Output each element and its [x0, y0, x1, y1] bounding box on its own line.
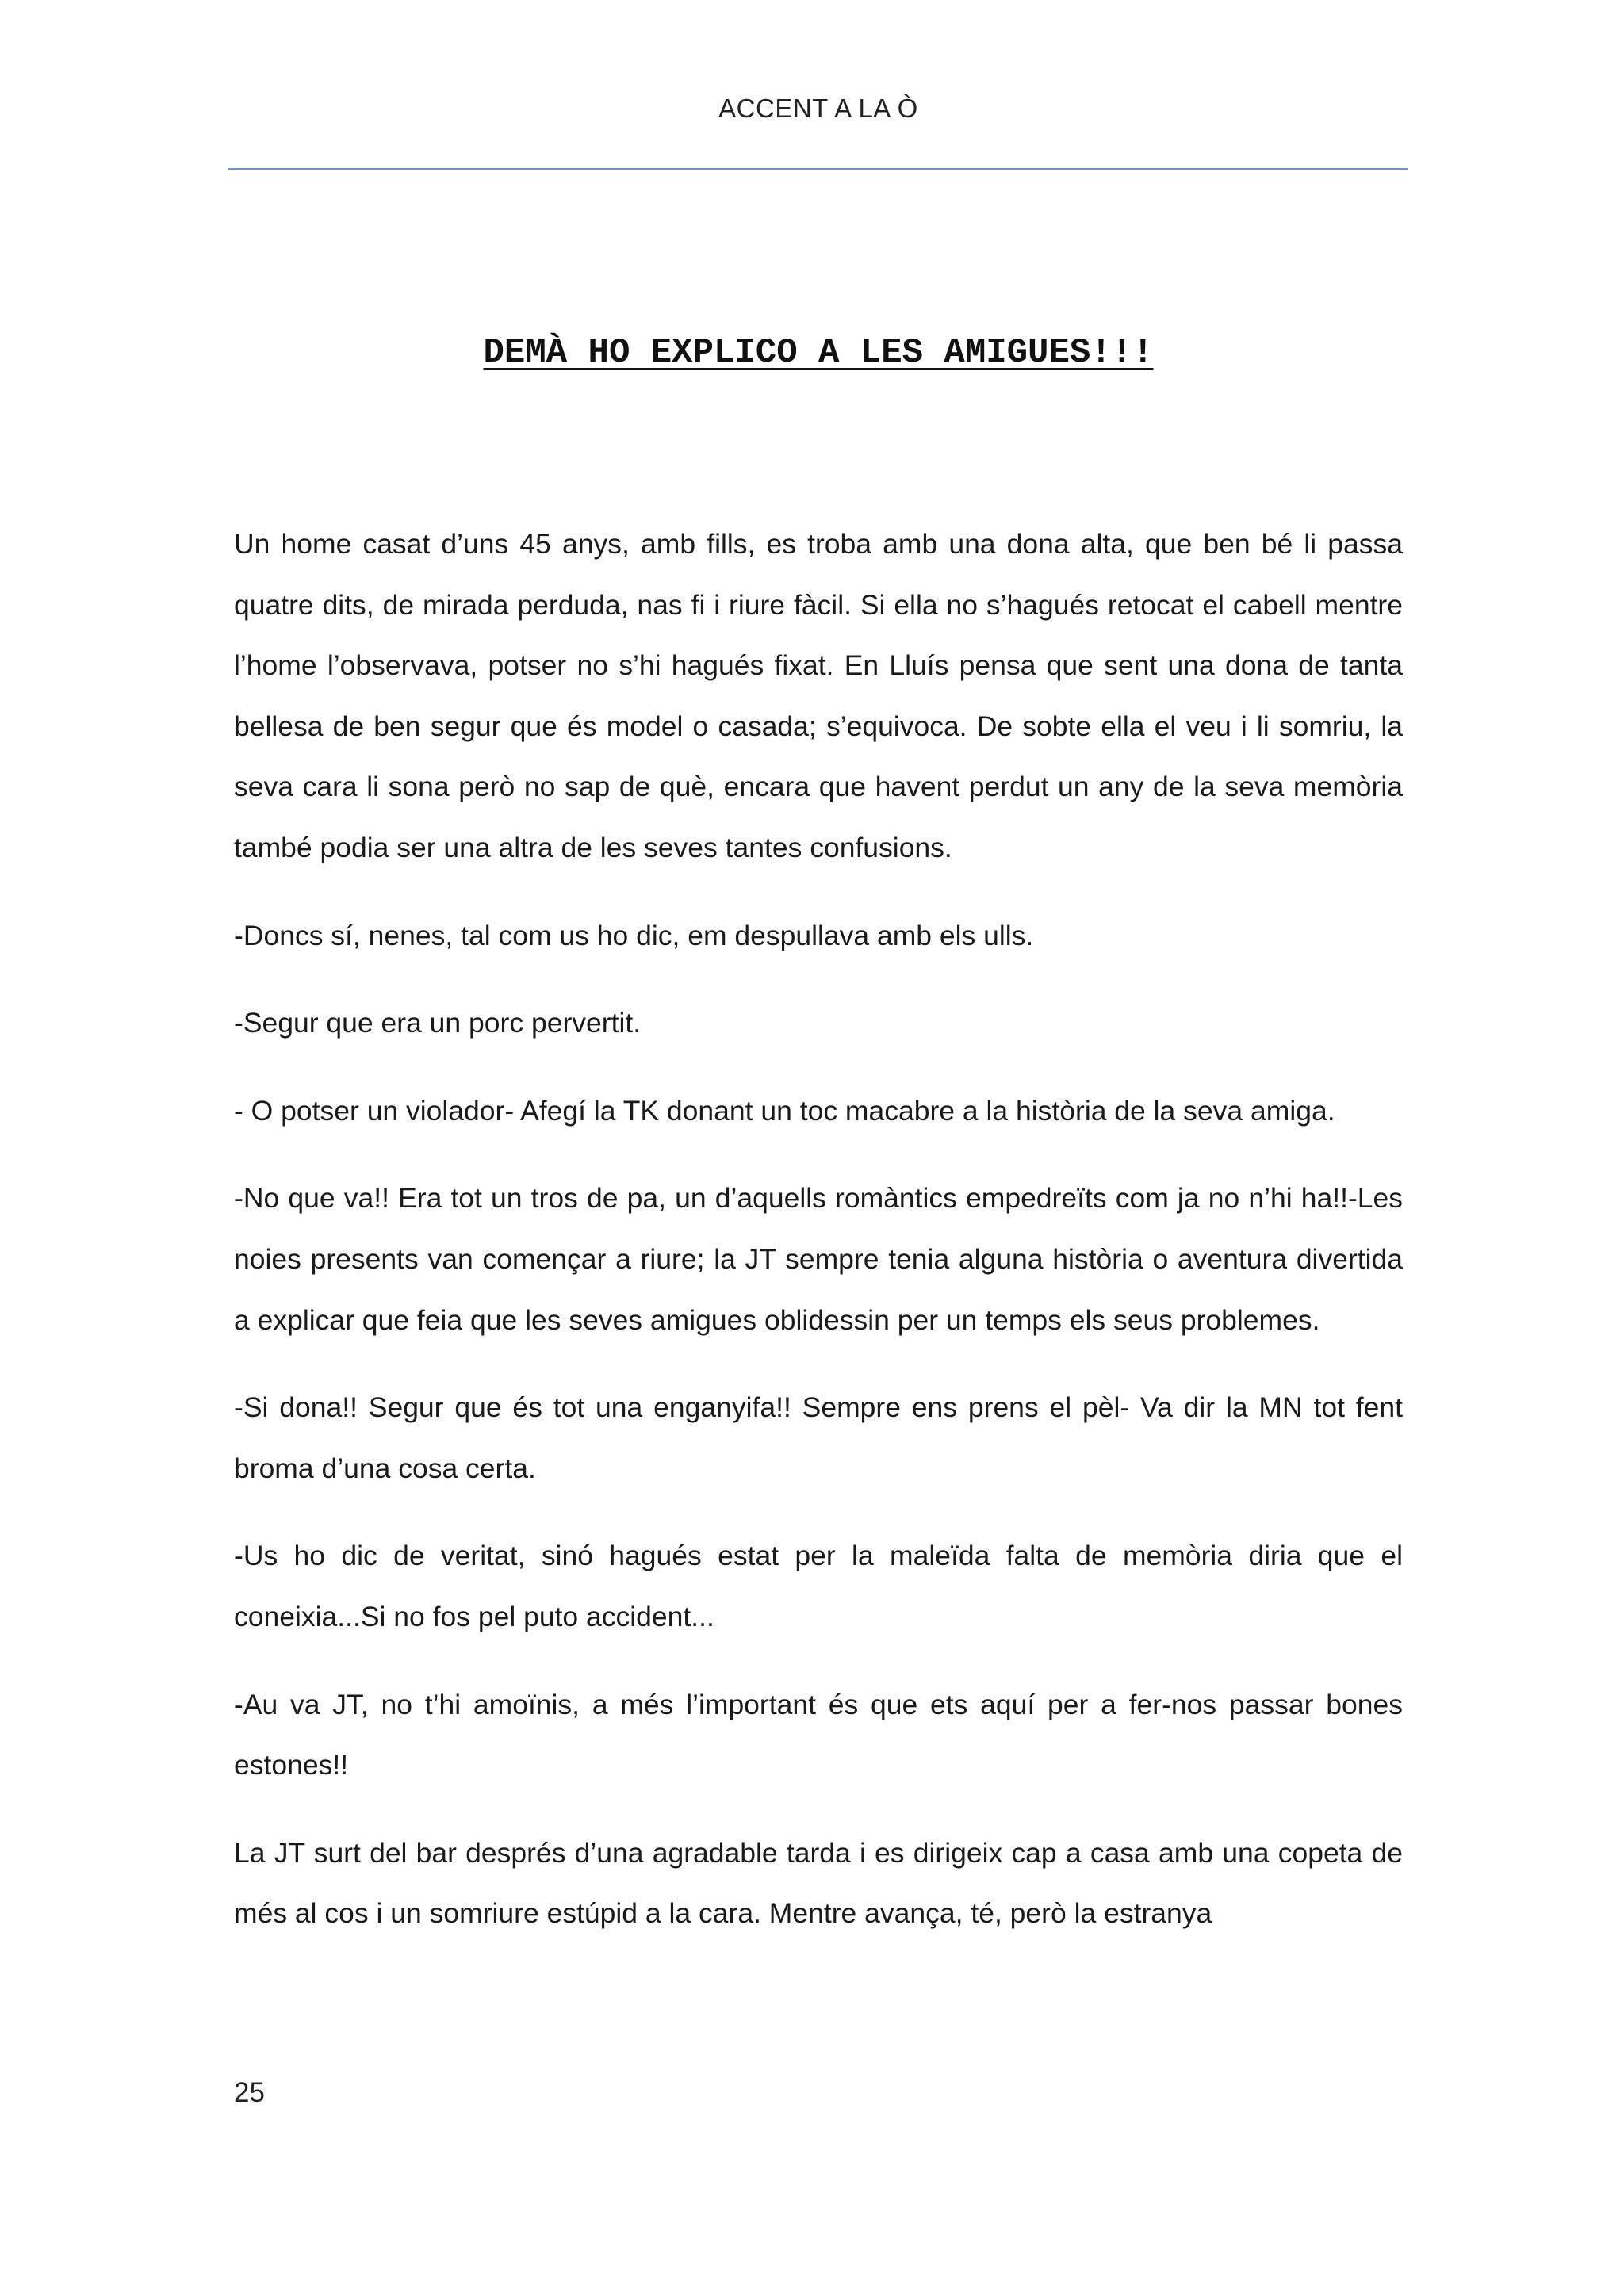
paragraph: -No que va!! Era tot un tros de pa, un d’aquells romàntics empedreïts com ja no n’hi ha!!-Les noies presents van començar a riure; la JT sempre tenia alguna història o aventura divertida a explicar que feia que les seves amigues oblidessin per un temps els seus problemes.	[234, 1182, 1403, 1336]
running-header: ACCENT A LA Ò	[718, 94, 918, 123]
paragraph: -Doncs sí, nenes, tal com us ho dic, em despullava amb els ulls.	[234, 919, 1034, 951]
header-divider	[228, 168, 1408, 170]
paragraph: Un home casat d’uns 45 anys, amb fills, es troba amb una dona alta, que ben bé li passa quatre dits, de mirada perduda, nas fi i riure fàcil. Si ella no s’hagués retocat el cabell mentre l’home l’observava, potser no s’hi hagués fixat. En Lluís pensa que sent una dona de tanta bellesa de ben segur que és model o casada; s’equivoca. De sobte ella el veu i li somriu, la seva cara li sona però no sap de què, encara que havent perdut un any de la seva memòria també podia ser una altra de les seves tantes confusions.	[234, 528, 1403, 863]
paragraph: La JT surt del bar després d’una agradable tarda i es dirigeix cap a casa amb una copeta de més al cos i un somriure estúpid a la cara. Mentre avança, té, però la estranya	[234, 1836, 1403, 1930]
paragraph: -Segur que era un porc pervertit.	[234, 1007, 642, 1039]
paragraph: - O potser un violador- Afegí la TK donant un toc macabre a la història de la seva amiga.	[234, 1094, 1335, 1127]
page-number: 25	[234, 2077, 265, 2108]
paragraph: -Si dona!! Segur que és tot una enganyifa!! Sempre ens prens el pèl- Va dir la MN tot fent broma d’una cosa certa.	[234, 1391, 1403, 1484]
body-text	[234, 514, 1403, 1971]
paragraph: -Us ho dic de veritat, sinó hagués estat per la maleïda falta de memòria diria que el coneixia...Si no fos pel puto accident...	[234, 1540, 1403, 1632]
chapter-title-text: DEMÀ HO EXPLICO A LES AMIGUES!!!	[483, 333, 1154, 373]
paragraph: -Au va JT, no t’hi amoïnis, a més l’important és que ets aquí per a fer-nos passar bones estones!!	[234, 1688, 1403, 1781]
chapter-title	[228, 333, 1408, 373]
